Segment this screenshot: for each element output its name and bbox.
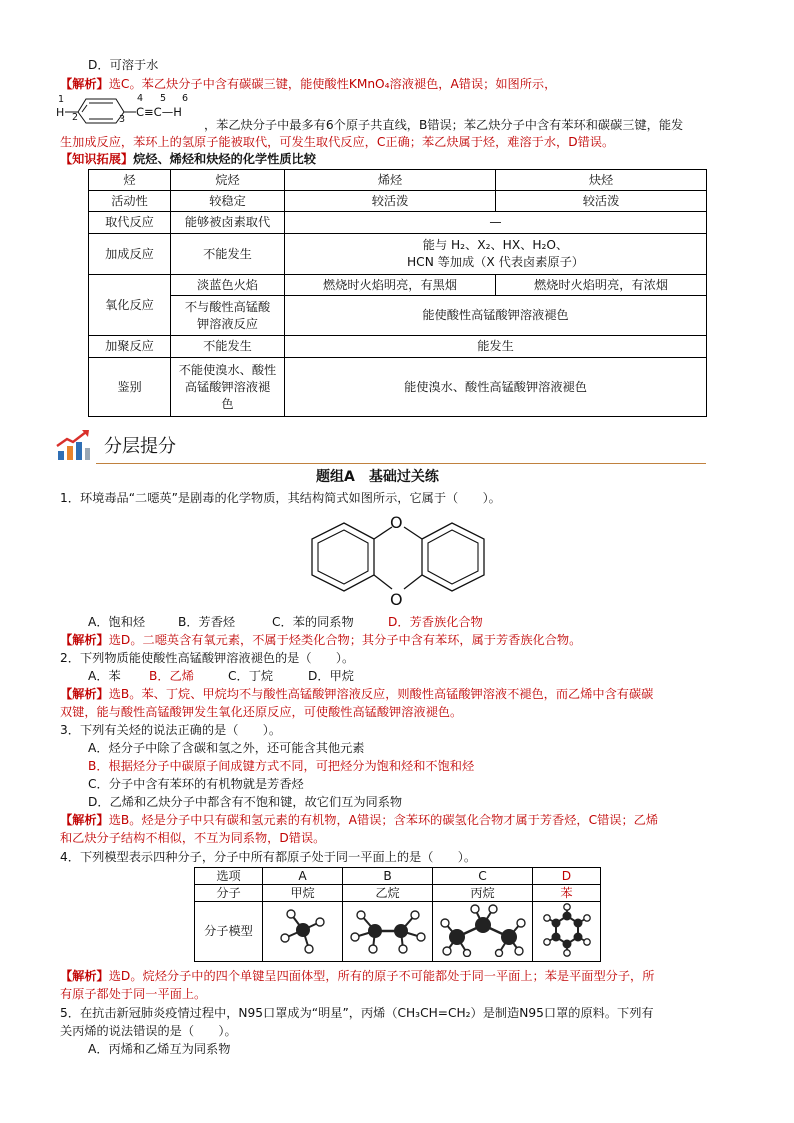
knowledge-extension-heading [60, 151, 316, 168]
extension-title: 烷烃、烯烃和炔烃的化学性质比较 [133, 152, 316, 166]
q1-option-c: C．苯的同系物 [272, 615, 354, 629]
analysis-text: 选D。烷烃分子中的四个单键呈四面体型，所有的原子不可能都处于同一平面上；苯是平面型分子，所 [108, 969, 655, 983]
table-cell: 较稳定 [171, 191, 285, 212]
table-row [89, 336, 707, 358]
table-header-cell: 烷烃 [171, 170, 285, 191]
oxygen-atom-bottom: O [390, 590, 403, 609]
q4-analysis-1 [60, 968, 654, 985]
q5-stem-2: 关丙烯的说法错误的是（ ）。 [60, 1024, 237, 1038]
q3-option-a: A．烃分子中除了含碳和氢之外，还可能含其他元素 [88, 741, 365, 755]
table-cell [171, 296, 285, 336]
q2-analysis-1 [60, 686, 653, 703]
table-cell: B [343, 868, 433, 885]
table-header-cell: 烃 [89, 170, 171, 191]
table-row [89, 275, 707, 296]
extension-tag: 【知识拓展】 [60, 152, 134, 166]
cell-line: 不能使溴水、酸性 [178, 362, 277, 377]
q4-analysis-2: 有原子都处于同一平面上。 [60, 987, 207, 1001]
table-cell: 能够被卤素取代 [171, 212, 285, 234]
struct-label-5: 5 [160, 93, 167, 104]
analysis-line-2: ，苯乙炔分子中最多有6个原子共直线，B错误；苯乙炔分子中含有苯环和碳碳三键，能发 [204, 118, 684, 132]
q2-option-b: B．乙烯 [149, 669, 194, 683]
table-cell: 分子 [195, 885, 263, 902]
table-header-row [89, 170, 707, 191]
q3-option-c: C．分子中含有苯环的有机物就是芳香烃 [88, 777, 304, 791]
analysis-text: 选D。二噁英含有氧元素，不属于烃类化合物；其分子中含有苯环，属于芳香族化合物。 [108, 633, 582, 647]
methane-model [273, 905, 333, 955]
table-row [89, 234, 707, 275]
ethane-model [347, 905, 429, 955]
table-cell: 活动性 [89, 191, 171, 212]
table-cell: 甲烷 [263, 885, 343, 902]
q5-stem-1: 5．在抗击新冠肺炎疫情过程中，N95口罩成为“明星”，丙烯（CH₃CH=CH₂）是制造N95口罩的原料。下列有 [60, 1006, 654, 1020]
table-row [89, 191, 707, 212]
table-row [195, 902, 601, 962]
q2-option-d: D．甲烷 [308, 669, 354, 683]
analysis-text: 选B。苯、丁烷、甲烷均不与酸性高锰酸钾溶液反应，则酸性高锰酸钾溶液不褪色，而乙烯中含有碳碳 [108, 687, 654, 701]
analysis-tag: 【解析】 [60, 77, 109, 91]
table-cell: 分子模型 [195, 902, 263, 962]
hydrocarbon-comparison-table [88, 169, 707, 417]
table-header-cell: 烯烃 [285, 170, 496, 191]
table-cell: C [433, 868, 533, 885]
analysis-tag: 【解析】 [60, 633, 109, 647]
analysis-text: 选B。烃是分子中只有碳和氢元素的有机物，A错误；含苯环的碳氢化合物才属于芳香烃，C错误；乙烯 [108, 813, 659, 827]
table-row [195, 885, 601, 902]
table-cell: 淡蓝色火焰 [171, 275, 285, 296]
table-cell [533, 902, 601, 962]
addition-text-a: 能与 H₂、X₂、HX、H₂O、 [422, 238, 569, 252]
struct-label-3: 3 [119, 114, 126, 124]
cell-line: 色 [221, 396, 234, 411]
table-row [89, 296, 707, 336]
table-header-cell: 炔烃 [496, 170, 707, 191]
table-cell [285, 234, 707, 275]
section-chart-icon [56, 429, 92, 461]
oxygen-atom-top: O [390, 513, 403, 532]
q1-option-d: D．芳香族化合物 [388, 615, 483, 629]
table-cell: 燃烧时火焰明亮，有黑烟 [285, 275, 496, 296]
option-d: D．可溶于水 [88, 58, 159, 72]
cell-line: 钾溶液反应 [197, 316, 258, 331]
table-row [89, 358, 707, 417]
table-cell: A [263, 868, 343, 885]
q3-option-b: B．根据烃分子中碳原子间成键方式不同，可把烃分为饱和烃和不饱和烃 [88, 759, 475, 773]
dioxin-structure [302, 509, 494, 611]
table-cell: 能使酸性高锰酸钾溶液褪色 [285, 296, 707, 336]
table-cell: 苯 [533, 885, 601, 902]
analysis-line-1 [60, 76, 556, 93]
table-cell: 能发生 [285, 336, 707, 358]
phenylacetylene-structure [56, 92, 206, 124]
analysis-tag: 【解析】 [60, 687, 109, 701]
table-cell: 氧化反应 [89, 275, 171, 336]
propane-model [437, 903, 529, 957]
table-cell: — [285, 212, 707, 234]
table-cell: 较活泼 [285, 191, 496, 212]
struct-triple-bond: C≡C—H [136, 105, 182, 119]
analysis-text: 选C。苯乙炔分子中含有碳碳三键，能使酸性KMnO₄溶液褪色，A错误；如图所示， [108, 77, 557, 91]
q4-stem: 4．下列模型表示四种分子，分子中所有都原子处于同一平面上的是（ ）。 [60, 850, 477, 864]
analysis-tag: 【解析】 [60, 813, 109, 827]
table-cell: 乙烷 [343, 885, 433, 902]
table-cell [171, 358, 285, 417]
section-title: 分层提分 [104, 436, 176, 457]
table-cell [263, 902, 343, 962]
q2-analysis-2: 双键，能与酸性高锰酸钾发生氧化还原反应，可使酸性高锰酸钾溶液褪色。 [60, 705, 463, 719]
q1-stem: 1．环境毒品“二噁英”是剧毒的化学物质，其结构简式如图所示，它属于（ ）。 [60, 491, 501, 505]
q3-analysis-2: 和乙炔分子结构不相似，不互为同系物，D错误。 [60, 831, 326, 845]
q3-stem: 3．下列有关烃的说法正确的是（ ）。 [60, 723, 282, 737]
table-row [89, 212, 707, 234]
table-cell [343, 902, 433, 962]
table-row [195, 868, 601, 885]
section-divider [96, 463, 706, 464]
addition-text-b: HCN 等加成（X 代表卤素原子） [407, 255, 584, 269]
struct-label-h: H [56, 106, 65, 119]
table-cell: D [533, 868, 601, 885]
q1-option-a: A．饱和烃 [88, 615, 146, 629]
q2-stem: 2．下列物质能使酸性高锰酸钾溶液褪色的是（ ）。 [60, 651, 355, 665]
cell-line: 高锰酸钾溶液褪 [184, 379, 271, 394]
table-cell: 取代反应 [89, 212, 171, 234]
q5-option-a: A．丙烯和乙烯互为同系物 [88, 1042, 231, 1056]
q2-option-a: A．苯 [88, 669, 121, 683]
struct-label-6: 6 [182, 93, 189, 104]
analysis-tag: 【解析】 [60, 969, 109, 983]
struct-label-1: 1 [58, 94, 65, 105]
table-cell: 能使溴水、酸性高锰酸钾溶液褪色 [285, 358, 707, 417]
table-cell: 鉴别 [89, 358, 171, 417]
cell-line: 不与酸性高锰酸 [184, 299, 271, 314]
table-cell: 选项 [195, 868, 263, 885]
table-cell: 燃烧时火焰明亮，有浓烟 [496, 275, 707, 296]
q1-option-b: B．芳香烃 [178, 615, 236, 629]
analysis-line-3: 生加成反应，苯环上的氢原子能被取代，可发生取代反应，C正确；苯乙炔属于烃，难溶于水，D错误。 [60, 135, 615, 149]
q3-option-d: D．乙烯和乙炔分子中都含有不饱和键，故它们互为同系物 [88, 795, 403, 809]
table-cell [433, 902, 533, 962]
molecule-model-table [194, 867, 601, 962]
struct-label-4: 4 [137, 93, 144, 104]
table-cell: 不能发生 [171, 234, 285, 275]
table-cell: 丙烷 [433, 885, 533, 902]
table-cell: 较活泼 [496, 191, 707, 212]
table-cell: 加聚反应 [89, 336, 171, 358]
q3-analysis-1 [60, 812, 658, 829]
group-title: 题组A 基础过关练 [316, 469, 439, 485]
q1-analysis [60, 632, 581, 649]
table-cell: 不能发生 [171, 336, 285, 358]
q2-option-c: C．丁烷 [228, 669, 274, 683]
table-cell: 加成反应 [89, 234, 171, 275]
struct-label-2: 2 [72, 112, 79, 123]
benzene-model [537, 903, 597, 957]
